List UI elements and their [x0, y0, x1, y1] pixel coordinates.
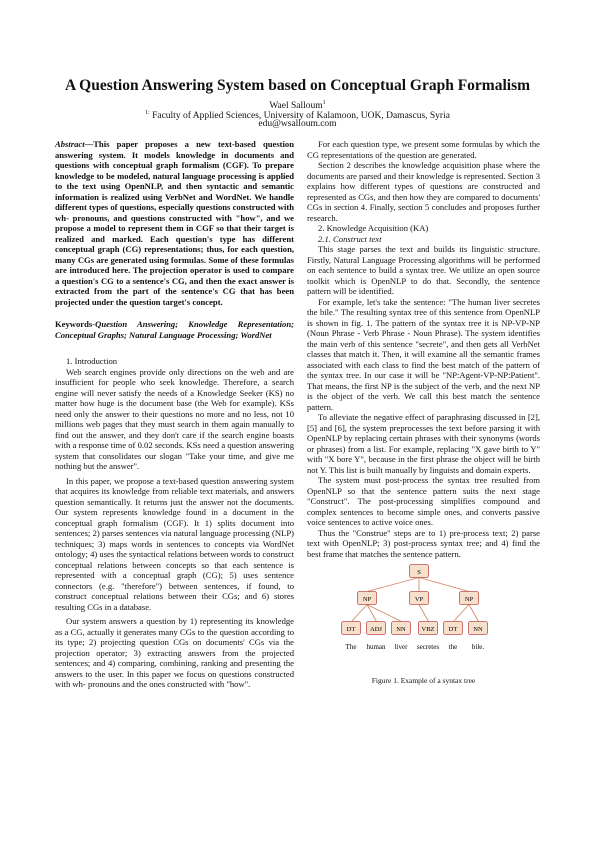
tree-node-tag-label: VBZ — [421, 626, 435, 633]
affiliation: $^{1:}$ Faculty of Applied Sciences, University of Kalamoon, UOK, Damascus, Syria — [145, 110, 450, 122]
tree-word: secretes — [416, 643, 440, 651]
figure-caption: Figure 1. Example of a syntax tree — [371, 676, 476, 685]
paper-title: A Question Answering System based on Conceptual Graph Formalism — [64, 77, 531, 94]
paragraph: In this paper, we propose a text-based question answering system that acquires its knowledge from reliable text materials, and answers question semantically. It returns just the answer not the documents. Our system represents knowledge found in a document in the conceptual graph formalism (CGF). It 1) splits document into sentences; 2) parses sentences via natural language processing (NLP) techniques; 3) maps words in sentences to concepts via WordNet ontology; 4) uses the syntactical relations between words to construct conceptual relations between concepts so that each sentence is represented with a conceptual graph (CG); 5) uses sentence connectors (e.g. "therefore") between sentences, if found, to construct conceptual relations between their CGs; and 6) stores resulting CGs in a database. — [55, 475, 294, 612]
paragraph: Web search engines provide only directions on the web and are insufficient for people who seek knowledge. Therefore, a search engine will never satisfy the needs of a Knowledge Seeker (KS) no matter how huge is the document base (the Web for example). KSs need only the answer to their questions no more and no less, not 10 millions web pages that they must search in them again manually to find out the answer, and they don't care if the search engine boasts with a response time of 0.02 seconds. KSs need a question answering system that consolidates our slogan "Take your time, and give me nothing but the answer". — [55, 366, 294, 471]
tree-word: liver — [394, 643, 408, 651]
figure-1 — [307, 563, 540, 688]
paragraph: To alleviate the negative effect of paraphrasing discussed in [2], [5] and [6], the system preprocesses the text before parsing it with OpenNLP by replacing certain phrases with their synonyms (words or phrases) from a list. For example, replacing "X gave birth to Y" with "X bore Y", because in the first phrase the object will be birth not Y. This list is built manually by linguists and domain experts. — [307, 412, 540, 475]
tree-node-tag-label: NN — [473, 626, 483, 633]
tree-node-tag-label: ADJ — [370, 626, 382, 633]
right-column — [307, 139, 540, 688]
tree-node-root-label: S — [417, 569, 421, 576]
paragraph: For each question type, we present some formulas by which the CG representations of the question are generated. — [307, 139, 540, 160]
tree-node-phrase-label: NP — [362, 596, 372, 603]
paragraph: The system must post-process the syntax tree resulted from OpenNLP so that the sentence pattern suits the next stage "Construct". The post-processing simplifies compound and complex sentences to become simple ones, and converts passive voice sentences to active voice ones. — [307, 475, 540, 527]
tree-node-phrase-label: VP — [414, 596, 424, 603]
paragraph: Our system answers a question by 1) representing its knowledge as a CG, actually it generates many CGs to the question according to its type; 2) projecting question CGs on documents' CGs via the projection operator; 3) extracting answers from the projected sentences; and 4) comparing, combining, ranking and presenting the answers to the user. In this paper we focus on questions constructed with wh- pronouns and the ones constructed with "how". — [55, 616, 294, 689]
left-column — [55, 139, 294, 690]
tree-node-tag-label: DT — [346, 626, 356, 633]
section-2-heading: 2. Knowledge Acquisition (KA) — [318, 223, 429, 233]
syntax-tree-diagram — [335, 563, 505, 673]
keywords: Keywords-Question Answering; Knowledge Representation; Conceptual Graphs; Natural Language Processing; WordNet — [55, 319, 294, 340]
subsection-2-1-heading: 2.1. Construct text — [318, 233, 382, 244]
paragraph: Section 2 describes the knowledge acquisition phase where the documents are parsed and their knowledge is represented. Section 3 explains how different types of questions are constructed and represented as CGs, and then how they are compared to documents' CGs in section 4. Finally, section 5 concludes and proposes further research. — [307, 160, 540, 223]
paragraph: This stage parses the text and builds its linguistic structure. Firstly, Natural Language Processing algorithms will be performed on each sentence to build a syntax tree. We utilize an open source toolkit which is OpenNLP to do that. Secondly, the sentence pattern will be identified. — [307, 244, 540, 296]
abstract: Abstract—This paper proposes a new text-based question answering system. It models knowledge in documents and questions with conceptual graph formalism (CGF). To prepare knowledge to be modeled, natural language processing is applied to the text using OpenNLP, and then syntactic and semantic information is realized using VerbNet and WordNet. We handle different types of questions, especially questions constructed with wh- pronouns, and questions constructed with "how", and we propose a model to represent them in CGF so that their target is realized and marked. Each question's type has different conceptual graph (CG) representations; thus, for each question, many CGs are generated using formulas. Some of these formulas are introduced here. The projection operator is used to compare a question's CG to a sentence's CG, and then the exact answer is extracted from the part of the sentence's CG that has been projected under the question target's concept. — [55, 139, 294, 307]
paragraph: Thus the "Construe" steps are to 1) pre-process text; 2) parse text with OpenNLP; 3) post-process syntax tree; and 4) find the best frame that matches the sentence pattern. — [307, 527, 540, 559]
tree-node-phrase-label: NP — [464, 596, 474, 603]
tree-word: the — [448, 643, 458, 651]
tree-word: bile. — [471, 643, 485, 651]
tree-node-tag-label: NN — [396, 626, 406, 633]
tree-word: human — [366, 643, 386, 651]
paragraph: For example, let's take the sentence: "The human liver secretes the bile." The resulting syntax tree of this sentence from OpenNLP is shown in fig. 1. The pattern of the syntax tree it is NP-VP-NP (Noun Phrase - Verb Phrase - Noun Phrase). The system identifies the main verb of this sentence "secrete", and then gets all VerbNet classes that match it. Then, it will examine all the semantic frames associated with each class to find the best match of the pattern of the syntax tree. In our case it will be "NP:Agent-VP-NP:Patient". That means, the first NP is the subject of the verb, and the next NP is the object of the verb. We call this best match the sentence pattern. — [307, 296, 540, 412]
section-1-heading: 1. Introduction — [66, 356, 118, 366]
email: edu@wsalloum.com — [258, 119, 337, 129]
author: Wael Salloum$^1$ — [269, 100, 326, 112]
tree-word: The — [345, 643, 357, 651]
tree-node-tag-label: DT — [448, 626, 458, 633]
